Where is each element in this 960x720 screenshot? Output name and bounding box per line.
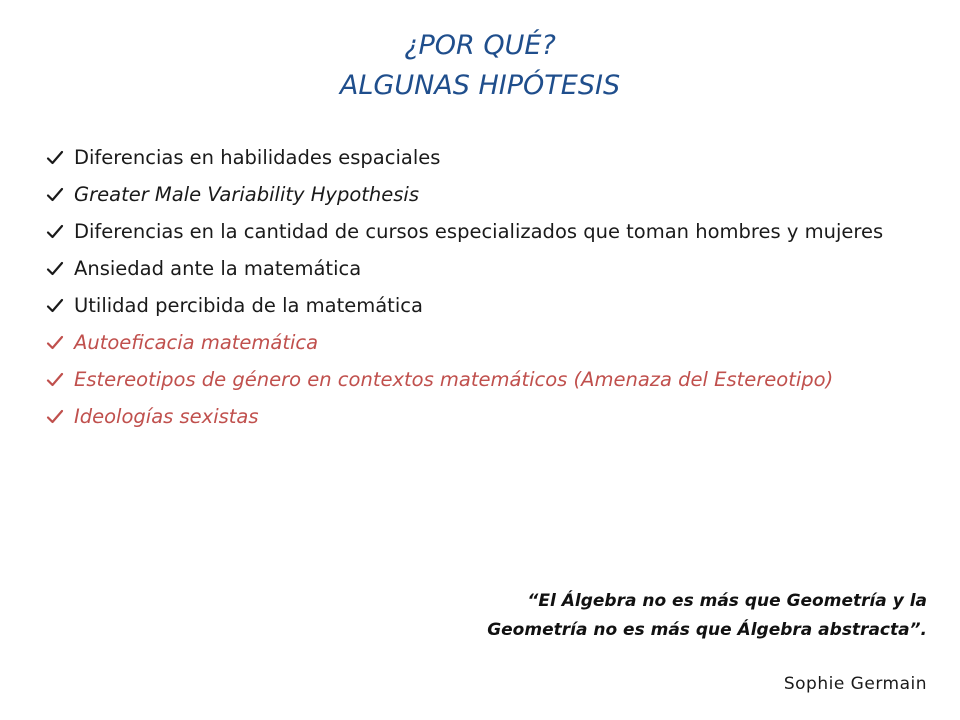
list-item-text: Estereotipos de género en contextos matemáticos (Amenaza del Estereotipo) — [74, 368, 834, 391]
list-item-text: Ansiedad ante la matemática — [74, 257, 362, 280]
title-line-2: ALGUNAS HIPÓTESIS — [339, 70, 621, 101]
list-item-text: Greater Male Variability Hypothesis — [74, 183, 420, 206]
check-icon — [46, 187, 64, 203]
list-item-sexist-ideologies — [46, 404, 926, 430]
check-icon — [46, 224, 64, 240]
check-icon — [46, 409, 64, 425]
list-item-greater-male-variability — [46, 182, 926, 208]
hypotheses-list — [46, 145, 926, 441]
check-icon — [46, 372, 64, 388]
quote-line-2: Geometría no es más que Álgebra abstracta”. — [487, 620, 927, 640]
quote-line-1: “El Álgebra no es más que Geometría y la — [527, 591, 927, 611]
list-item-gender-stereotypes — [46, 367, 926, 393]
list-item-perceived-utility — [46, 293, 926, 319]
list-item-text: Diferencias en la cantidad de cursos especializados que toman hombres y mujeres — [74, 220, 884, 243]
list-item-course-differences — [46, 219, 926, 245]
list-item-text: Autoeficacia matemática — [74, 331, 319, 354]
list-item-text: Utilidad percibida de la matemática — [74, 294, 423, 317]
title-line-1: ¿POR QUÉ? — [404, 30, 556, 61]
check-icon — [46, 261, 64, 277]
list-item-spatial-abilities — [46, 145, 926, 171]
quote — [487, 587, 927, 645]
list-item-math-anxiety — [46, 256, 926, 282]
list-item-text: Ideologías sexistas — [74, 405, 259, 428]
list-item-text: Diferencias en habilidades espaciales — [74, 146, 441, 169]
check-icon — [46, 150, 64, 166]
check-icon — [46, 298, 64, 314]
check-icon — [46, 335, 64, 351]
list-item-self-efficacy — [46, 330, 926, 356]
slide-title — [0, 26, 960, 106]
quote-author: Sophie Germain — [783, 674, 927, 694]
